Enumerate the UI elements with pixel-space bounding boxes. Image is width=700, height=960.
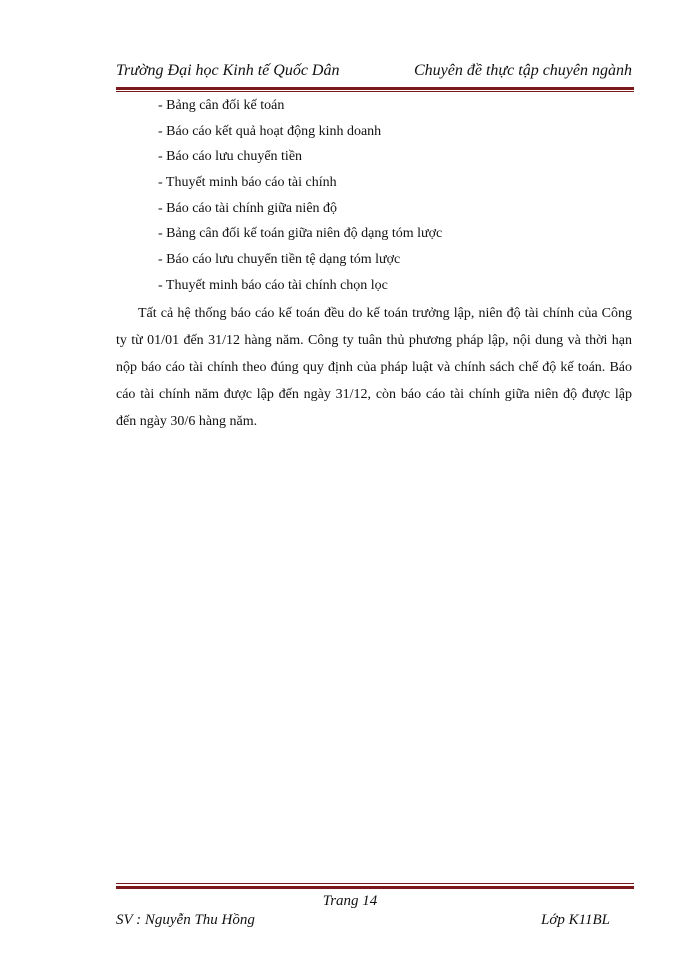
footer-rule-thick	[116, 886, 634, 889]
report-list	[158, 96, 442, 302]
list-item: - Thuyết minh báo cáo tài chính	[158, 175, 337, 191]
list-item: - Bảng cân đối kế toán giữa niên độ dạng tóm lược	[158, 226, 443, 242]
list-item: - Báo cáo lưu chuyển tiền	[158, 149, 303, 165]
list-item: - Báo cáo kết quả hoạt động kinh doanh	[158, 123, 382, 139]
page-number: Trang 14	[322, 893, 378, 909]
footer-rule-thin	[116, 883, 634, 884]
footer-class: Lớp K11BL	[541, 912, 610, 928]
header-rule-thin	[116, 91, 634, 92]
list-item: - Thuyết minh báo cáo tài chính chọn lọc	[158, 277, 388, 293]
body-paragraph: Tất cả hệ thống báo cáo kế toán đều do kế toán trưởng lập, niên độ tài chính của Công ty từ 01/01 đến 31/12 hàng năm. Công ty tuân thủ phương pháp lập, nội dung và thời hạn nộp báo cáo tài chính theo đúng quy định của pháp luật và chính sách chế độ kế toán. Báo cáo tài chính năm được lập đến ngày 31/12, còn báo cáo tài chính giữa niên độ được lập đến ngày 30/6 hàng năm.	[116, 306, 632, 429]
list-item: - Báo cáo lưu chuyển tiền tệ dạng tóm lược	[158, 252, 401, 268]
page-header	[116, 62, 632, 86]
list-item: - Bảng cân đối kế toán	[158, 98, 285, 113]
header-university: Trường Đại học Kinh tế Quốc Dân	[116, 62, 340, 79]
page-footer	[116, 912, 610, 934]
header-report-title: Chuyên đề thực tập chuyên ngành	[414, 62, 632, 79]
footer-student: SV : Nguyễn Thu Hồng	[116, 912, 255, 928]
header-rule-thick	[116, 87, 634, 90]
list-item: - Báo cáo tài chính giữa niên độ	[158, 200, 338, 216]
